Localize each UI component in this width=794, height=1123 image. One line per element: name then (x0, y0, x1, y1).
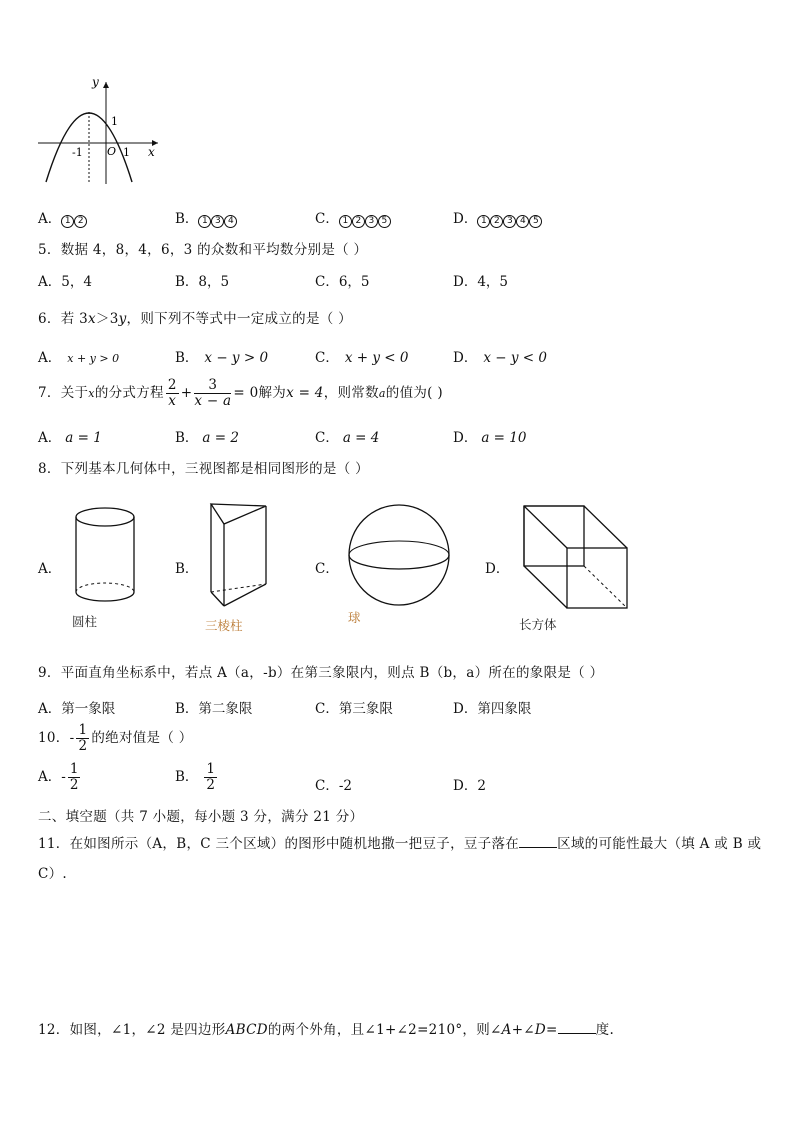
q7-option-a[interactable]: A． a = 1 (38, 430, 102, 446)
cuboid-label: 长方体 (519, 617, 557, 632)
y-axis-arrow (103, 82, 109, 88)
section-heading: 二、填空题（共 7 小题，每小题 3 分，满分 21 分） (38, 809, 364, 825)
prism-label: 三棱柱 (205, 618, 243, 633)
q6-stem: 6．若 3x＞3y，则下列不等式中一定成立的是（ ） (38, 311, 352, 327)
q5-option-a[interactable]: A．5，4 (38, 274, 92, 290)
q5-option-b[interactable]: B．8，5 (175, 274, 230, 290)
q5-option-c[interactable]: C．6，5 (315, 274, 370, 290)
cylinder-figure (72, 504, 138, 606)
sphere-label: 球 (348, 610, 361, 625)
q7-option-d[interactable]: D． a = 10 (453, 430, 527, 446)
q10-fraction: $\frac{1}{2}$ (78, 722, 88, 754)
q10-option-c[interactable]: C．-2 (315, 778, 352, 794)
tick-neg-1: -1 (72, 146, 83, 159)
q12-answer-blank[interactable] (558, 1021, 596, 1034)
q6-option-d[interactable]: D． x − y < 0 (453, 350, 547, 366)
q8-option-c-letter[interactable]: C． (315, 561, 339, 577)
x-axis-label: x (148, 145, 155, 159)
q11-line2: C）. (38, 866, 68, 882)
parabola-graph (34, 72, 164, 188)
q11-line1: 11．在如图所示（A，B，C 三个区域）的图形中随机地撒一把豆子，豆子落在 区域的可能性最大（填 A 或 B 或 (38, 836, 762, 852)
q4-option-c[interactable]: C． 1 2 3 5 (315, 207, 391, 228)
q7-option-b[interactable]: B． a = 2 (175, 430, 239, 446)
parabola-curve (46, 113, 132, 182)
q7-stem: 7．关于x的分式方程 $\frac{2}{x}$ + $\frac{3}{x - a}$ = 0解为x = 4，则常数a的值为( ) (38, 377, 443, 409)
q4-option-b[interactable]: B． 1 3 4 (175, 207, 237, 228)
q7-option-c[interactable]: C． a = 4 (315, 430, 380, 446)
q10-stem: 10．- $\frac{1}{2}$ 的绝对值是（ ） (38, 722, 193, 754)
q6-option-a[interactable]: A． x + y > 0 (38, 350, 120, 366)
q5-stem: 5．数据 4，8，4，6，3 的众数和平均数分别是（ ） (38, 242, 368, 258)
q8-stem: 8．下列基本几何体中，三视图都是相同图形的是（ ） (38, 461, 369, 477)
tick-pos-1: 1 (123, 146, 130, 159)
q8-option-a-letter[interactable]: A． (38, 561, 62, 577)
q8-option-d-letter[interactable]: D． (485, 561, 510, 577)
q9-option-c[interactable]: C．第三象限 (315, 701, 393, 717)
q10-option-b[interactable]: B． $\frac{1}{2}$ (175, 761, 216, 793)
cylinder-label: 圆柱 (72, 614, 98, 629)
q8-option-b-letter[interactable]: B． (175, 561, 199, 577)
q10-option-a[interactable]: A．- $\frac{1}{2}$ (38, 761, 79, 793)
q6-option-c[interactable]: C． x + y < 0 (315, 350, 409, 366)
cuboid-figure (522, 504, 630, 612)
q4-option-d[interactable]: D． 1 2 3 4 5 (453, 207, 542, 228)
q5-option-d[interactable]: D．4，5 (453, 274, 509, 290)
q12-stem: 12．如图，∠1，∠2 是四边形ABCD的两个外角，且∠1+∠2=210°，则∠A+∠D= 度. (38, 1022, 615, 1038)
q9-option-a[interactable]: A．第一象限 (38, 701, 116, 717)
y-tick-1: 1 (111, 115, 118, 128)
q9-option-d[interactable]: D．第四象限 (453, 701, 532, 717)
q9-option-b[interactable]: B．第二象限 (175, 701, 253, 717)
q6-option-b[interactable]: B． x − y > 0 (175, 350, 269, 366)
triangular-prism-figure (204, 500, 270, 610)
q10-option-d[interactable]: D．2 (453, 778, 486, 794)
q11-answer-blank[interactable] (519, 835, 557, 848)
q9-stem: 9．平面直角坐标系中，若点 A（a，-b）在第三象限内，则点 B（b，a）所在的象限是（ ） (38, 665, 604, 681)
y-axis-label: y (92, 75, 99, 89)
q7-fraction-1: $\frac{2}{x}$ (167, 377, 177, 409)
q4-option-a[interactable]: A． 1 2 (38, 207, 87, 228)
q7-fraction-2: $\frac{3}{x - a}$ (194, 377, 232, 409)
sphere-figure (346, 502, 452, 608)
origin-label: O (107, 145, 117, 158)
